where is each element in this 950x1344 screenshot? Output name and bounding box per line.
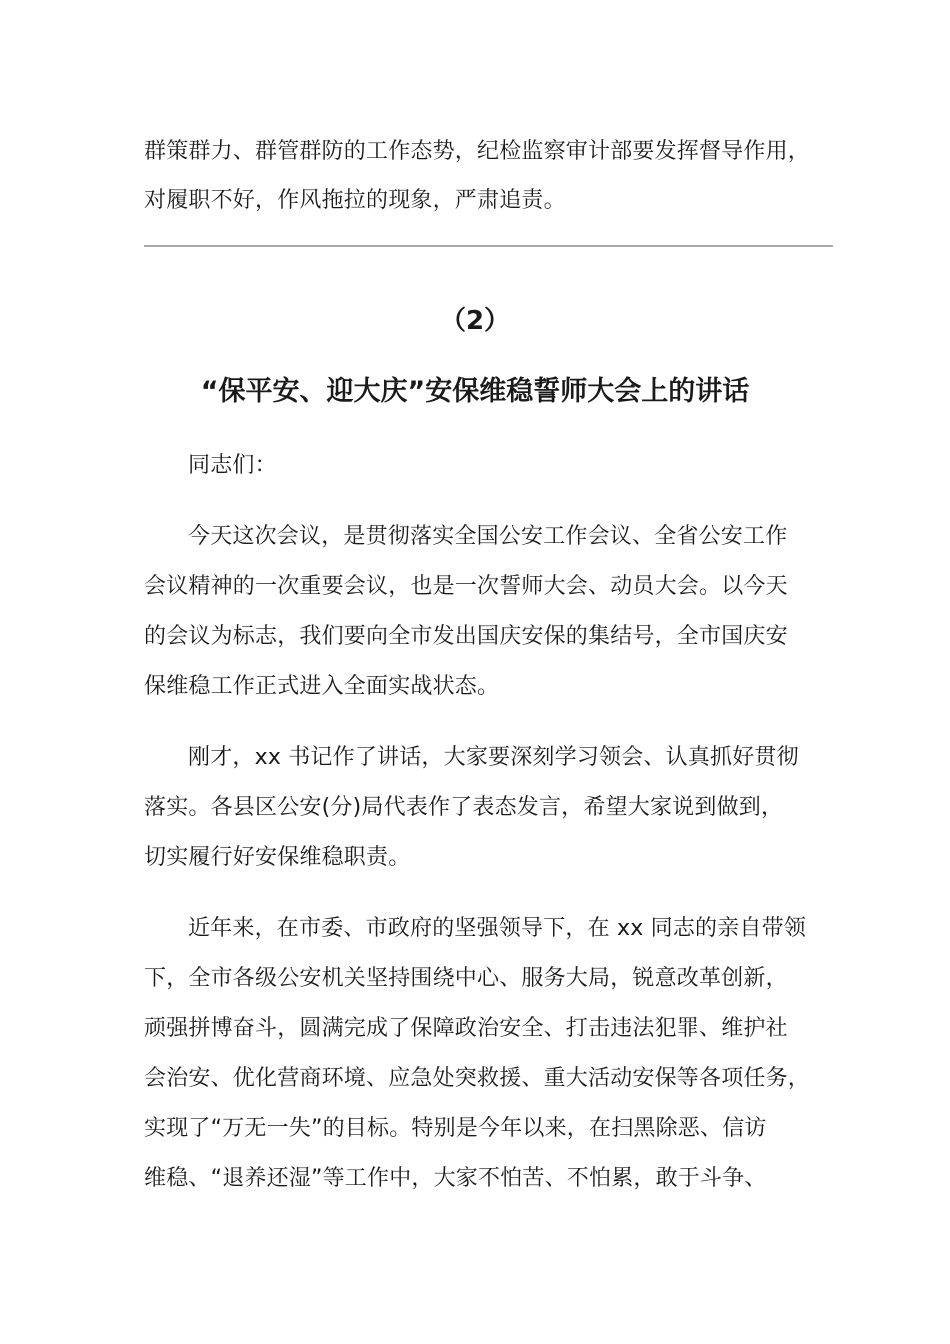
- paragraph-line: 刚才，xx 书记作了讲话，大家要深刻学习领会、认真抓好贯彻: [188, 745, 799, 770]
- paragraph-line: 顽强拼博奋斗，圆满完成了保障政治安全、打击违法犯罪、维护社: [144, 1016, 788, 1041]
- paragraph-line: 下，全市各级公安机关坚持围绕中心、服务大局，锐意改革创新，: [144, 966, 788, 991]
- document-title: “保平安、迎大庆”安保维稳誓师大会上的讲话: [200, 376, 750, 407]
- paragraph-line: 会治安、优化营商环境、应急处突救援、重大活动安保等各项任务，: [144, 1066, 811, 1091]
- paragraph-line: 对履职不好，作风拖拉的现象，严肃追责。: [144, 188, 566, 213]
- paragraph-line: 实现了“万无一失”的目标。特别是今年以来，在扫黑除恶、信访: [144, 1116, 767, 1141]
- paragraph-line: 今天这次会议，是贯彻落实全国公安工作会议、全省公安工作: [188, 524, 788, 549]
- paragraph-line: 保维稳工作正式进入全面实战状态。: [144, 674, 500, 699]
- paragraph-line: 会议精神的一次重要会议，也是一次誓师大会、动员大会。以今天: [144, 574, 788, 599]
- paragraph-line: 群策群力、群管群防的工作态势，纪检监察审计部要发挥督导作用，: [144, 139, 811, 164]
- paragraph-line: 落实。各县区公安(分)局代表作了表态发言，希望大家说到做到，: [144, 795, 784, 820]
- paragraph-line: 切实履行好安保维稳职责。: [144, 845, 411, 870]
- paragraph-line: 维稳、“退养还湿”等工作中，大家不怕苦、不怕累，敢于斗争、: [144, 1166, 767, 1191]
- salutation: 同志们：: [188, 453, 277, 478]
- paragraph-line: 的会议为标志，我们要向全市发出国庆安保的集结号，全市国庆安: [144, 624, 788, 649]
- section-number: （2）: [439, 306, 511, 336]
- section-divider: [144, 245, 833, 247]
- paragraph-line: 近年来，在市委、市政府的坚强领导下，在 xx 同志的亲自带领: [188, 916, 807, 941]
